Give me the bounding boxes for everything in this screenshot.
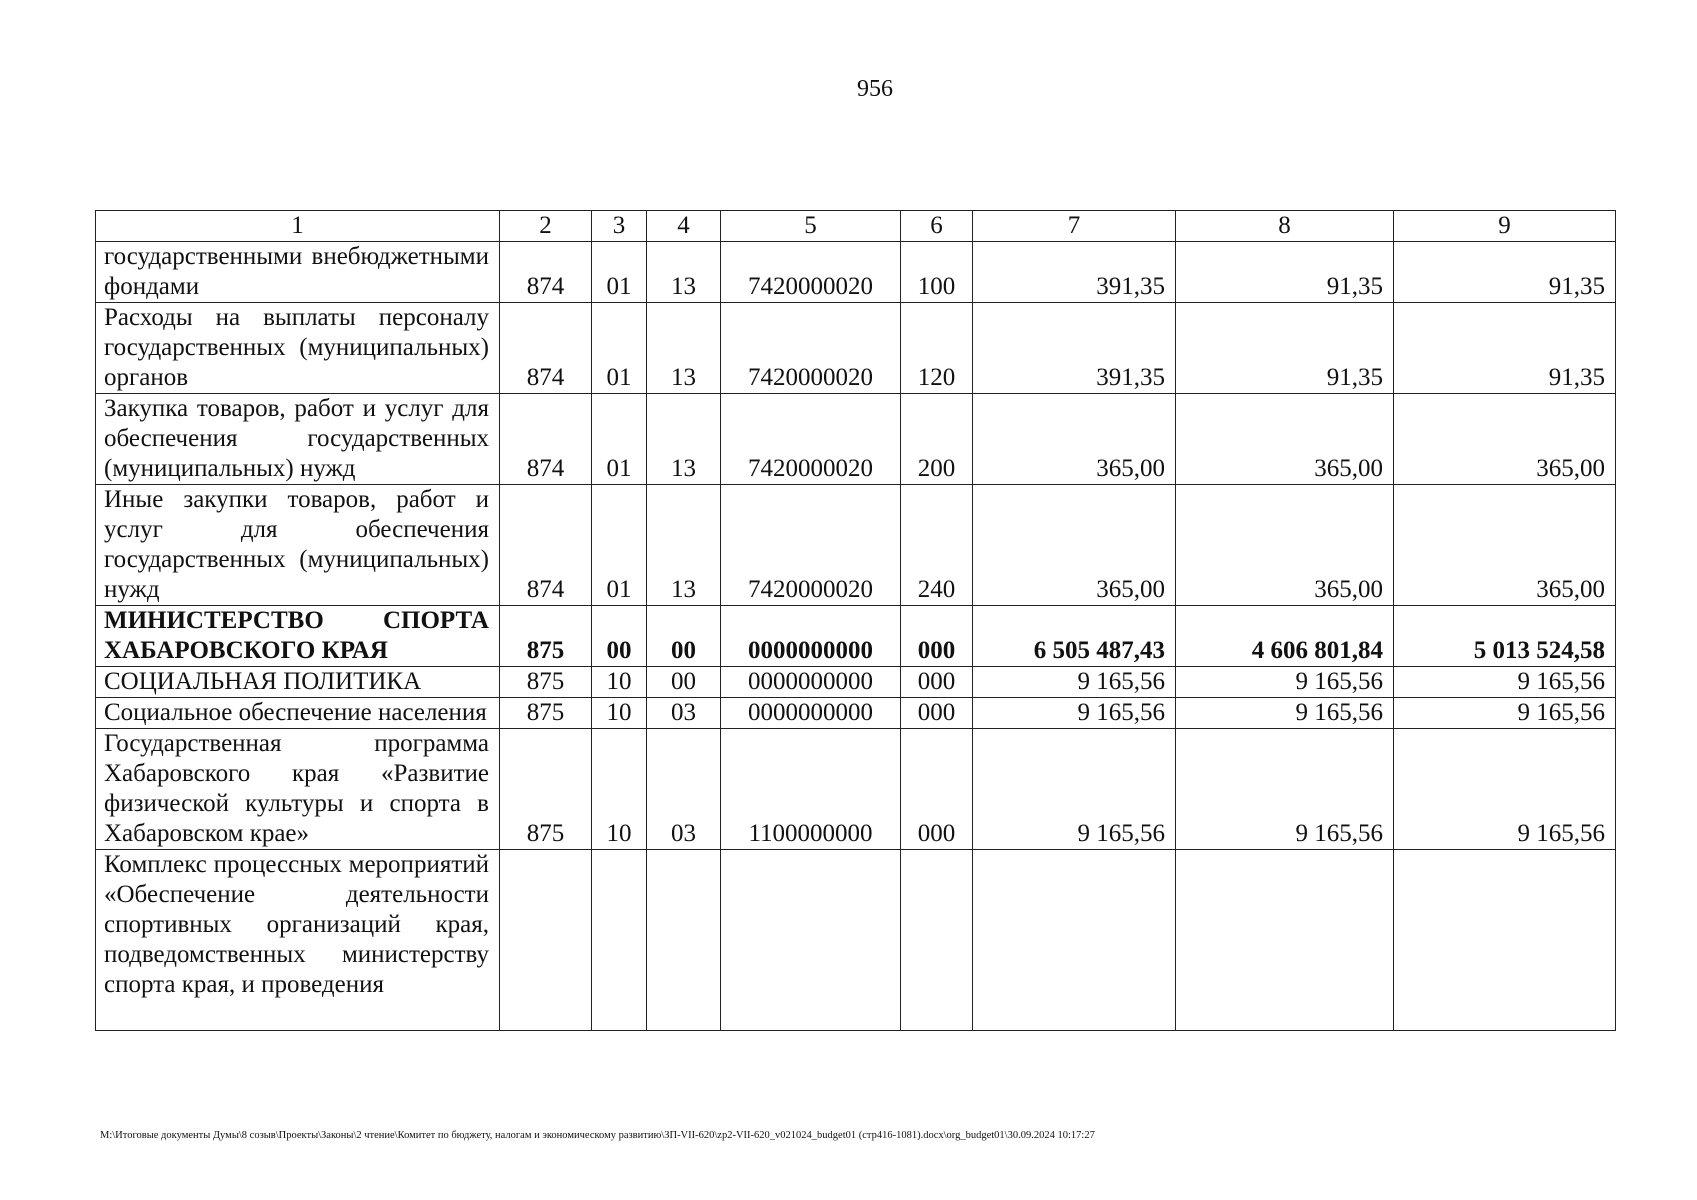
cell-amount-8: 4 606 801,84 [1176,606,1394,667]
column-header: 7 [973,211,1176,242]
cell-target-article: 7420000020 [721,485,901,606]
cell-amount-7: 9 165,56 [973,667,1176,698]
cell-expense-type [901,850,973,1031]
page-number: 956 [857,76,893,102]
row-name: Иные закупки товаров, работ и услуг для обеспечения государственных (муниципальных) нужд [96,485,500,606]
table-row [96,242,1616,303]
row-name: государственными внебюджетными фондами [96,242,500,303]
table-row [96,485,1616,606]
cell-amount-9: 365,00 [1394,394,1616,485]
cell-expense-type: 000 [901,729,973,850]
cell-subsection: 00 [647,606,721,667]
column-header: 9 [1394,211,1616,242]
cell-expense-type: 100 [901,242,973,303]
cell-section: 01 [592,394,647,485]
cell-subsection: 13 [647,303,721,394]
cell-section: 01 [592,303,647,394]
row-name: Расходы на выплаты персоналу государственных (муниципальных) органов [96,303,500,394]
cell-amount-9: 9 165,56 [1394,698,1616,729]
cell-expense-type: 120 [901,303,973,394]
cell-amount-9: 9 165,56 [1394,729,1616,850]
cell-amount-7: 391,35 [973,242,1176,303]
cell-section: 10 [592,667,647,698]
cell-section: 00 [592,606,647,667]
column-header: 3 [592,211,647,242]
cell-amount-7: 365,00 [973,485,1176,606]
cell-amount-9: 5 013 524,58 [1394,606,1616,667]
cell-section: 01 [592,242,647,303]
cell-ministry-code: 874 [500,485,592,606]
column-header: 6 [901,211,973,242]
cell-amount-9: 91,35 [1394,242,1616,303]
cell-amount-9: 365,00 [1394,485,1616,606]
table-row [96,667,1616,698]
cell-amount-8: 365,00 [1176,394,1394,485]
cell-amount-9 [1394,850,1616,1031]
cell-subsection: 03 [647,729,721,850]
cell-expense-type: 000 [901,698,973,729]
column-header: 1 [96,211,500,242]
cell-ministry-code: 875 [500,667,592,698]
cell-amount-8: 91,35 [1176,242,1394,303]
cell-subsection: 13 [647,394,721,485]
footer-file-path: M:\Итоговые документы Думы\8 созыв\Проекты\Законы\2 чтение\Комитет по бюджету, налогам и экономическому развитию\ЗП-VII-620\zp2-VII-620_v021024_budget01 (стр416-1081).docx\org_budget01\30.09.2024 10:17:27 [100,1130,1095,1141]
cell-section: 01 [592,485,647,606]
cell-amount-9: 91,35 [1394,303,1616,394]
table-row [96,698,1616,729]
row-name: Социальное обеспечение населения [96,698,500,729]
column-header: 8 [1176,211,1394,242]
cell-subsection: 03 [647,698,721,729]
table-row-ministry-total [96,606,1616,667]
cell-target-article [721,850,901,1031]
table-row [96,303,1616,394]
cell-expense-type: 240 [901,485,973,606]
cell-ministry-code: 875 [500,698,592,729]
cell-amount-7: 365,00 [973,394,1176,485]
cell-subsection: 13 [647,485,721,606]
cell-amount-8: 9 165,56 [1176,667,1394,698]
column-header: 2 [500,211,592,242]
table-row [96,394,1616,485]
column-header: 5 [721,211,901,242]
cell-expense-type: 000 [901,606,973,667]
cell-ministry-code: 874 [500,242,592,303]
row-name: МИНИСТЕРСТВО СПОРТА ХАБАРОВСКОГО КРАЯ [96,606,500,667]
cell-section: 10 [592,729,647,850]
cell-section: 10 [592,698,647,729]
row-name: Государственная программа Хабаровского края «Развитие физической культуры и спорта в Хабаровском крае» [96,729,500,850]
cell-subsection: 00 [647,667,721,698]
cell-amount-7 [973,850,1176,1031]
cell-amount-8: 9 165,56 [1176,698,1394,729]
cell-target-article: 7420000020 [721,303,901,394]
cell-amount-9: 9 165,56 [1394,667,1616,698]
cell-subsection: 13 [647,242,721,303]
cell-ministry-code [500,850,592,1031]
cell-subsection [647,850,721,1031]
cell-ministry-code: 875 [500,729,592,850]
cell-amount-7: 391,35 [973,303,1176,394]
cell-expense-type: 000 [901,667,973,698]
table-row [96,729,1616,850]
row-name: Комплекс процессных мероприятий «Обеспечение деятельности спортивных организаций края, подведомственных министерству спорта края, и проведения [96,850,500,1031]
cell-section [592,850,647,1031]
cell-target-article: 1100000000 [721,729,901,850]
header-row [96,211,1616,242]
budget-table [95,210,1616,1031]
cell-amount-7: 9 165,56 [973,698,1176,729]
cell-amount-7: 9 165,56 [973,729,1176,850]
row-name: СОЦИАЛЬНАЯ ПОЛИТИКА [96,667,500,698]
cell-ministry-code: 874 [500,303,592,394]
cell-ministry-code: 874 [500,394,592,485]
column-header: 4 [647,211,721,242]
cell-target-article: 7420000020 [721,242,901,303]
cell-target-article: 0000000000 [721,698,901,729]
table-row [96,850,1616,1031]
cell-target-article: 0000000000 [721,606,901,667]
cell-amount-8: 91,35 [1176,303,1394,394]
cell-expense-type: 200 [901,394,973,485]
cell-amount-8: 9 165,56 [1176,729,1394,850]
cell-amount-7: 6 505 487,43 [973,606,1176,667]
cell-ministry-code: 875 [500,606,592,667]
row-name: Закупка товаров, работ и услуг для обеспечения государственных (муниципальных) нужд [96,394,500,485]
cell-amount-8: 365,00 [1176,485,1394,606]
cell-amount-8 [1176,850,1394,1031]
cell-target-article: 7420000020 [721,394,901,485]
cell-target-article: 0000000000 [721,667,901,698]
